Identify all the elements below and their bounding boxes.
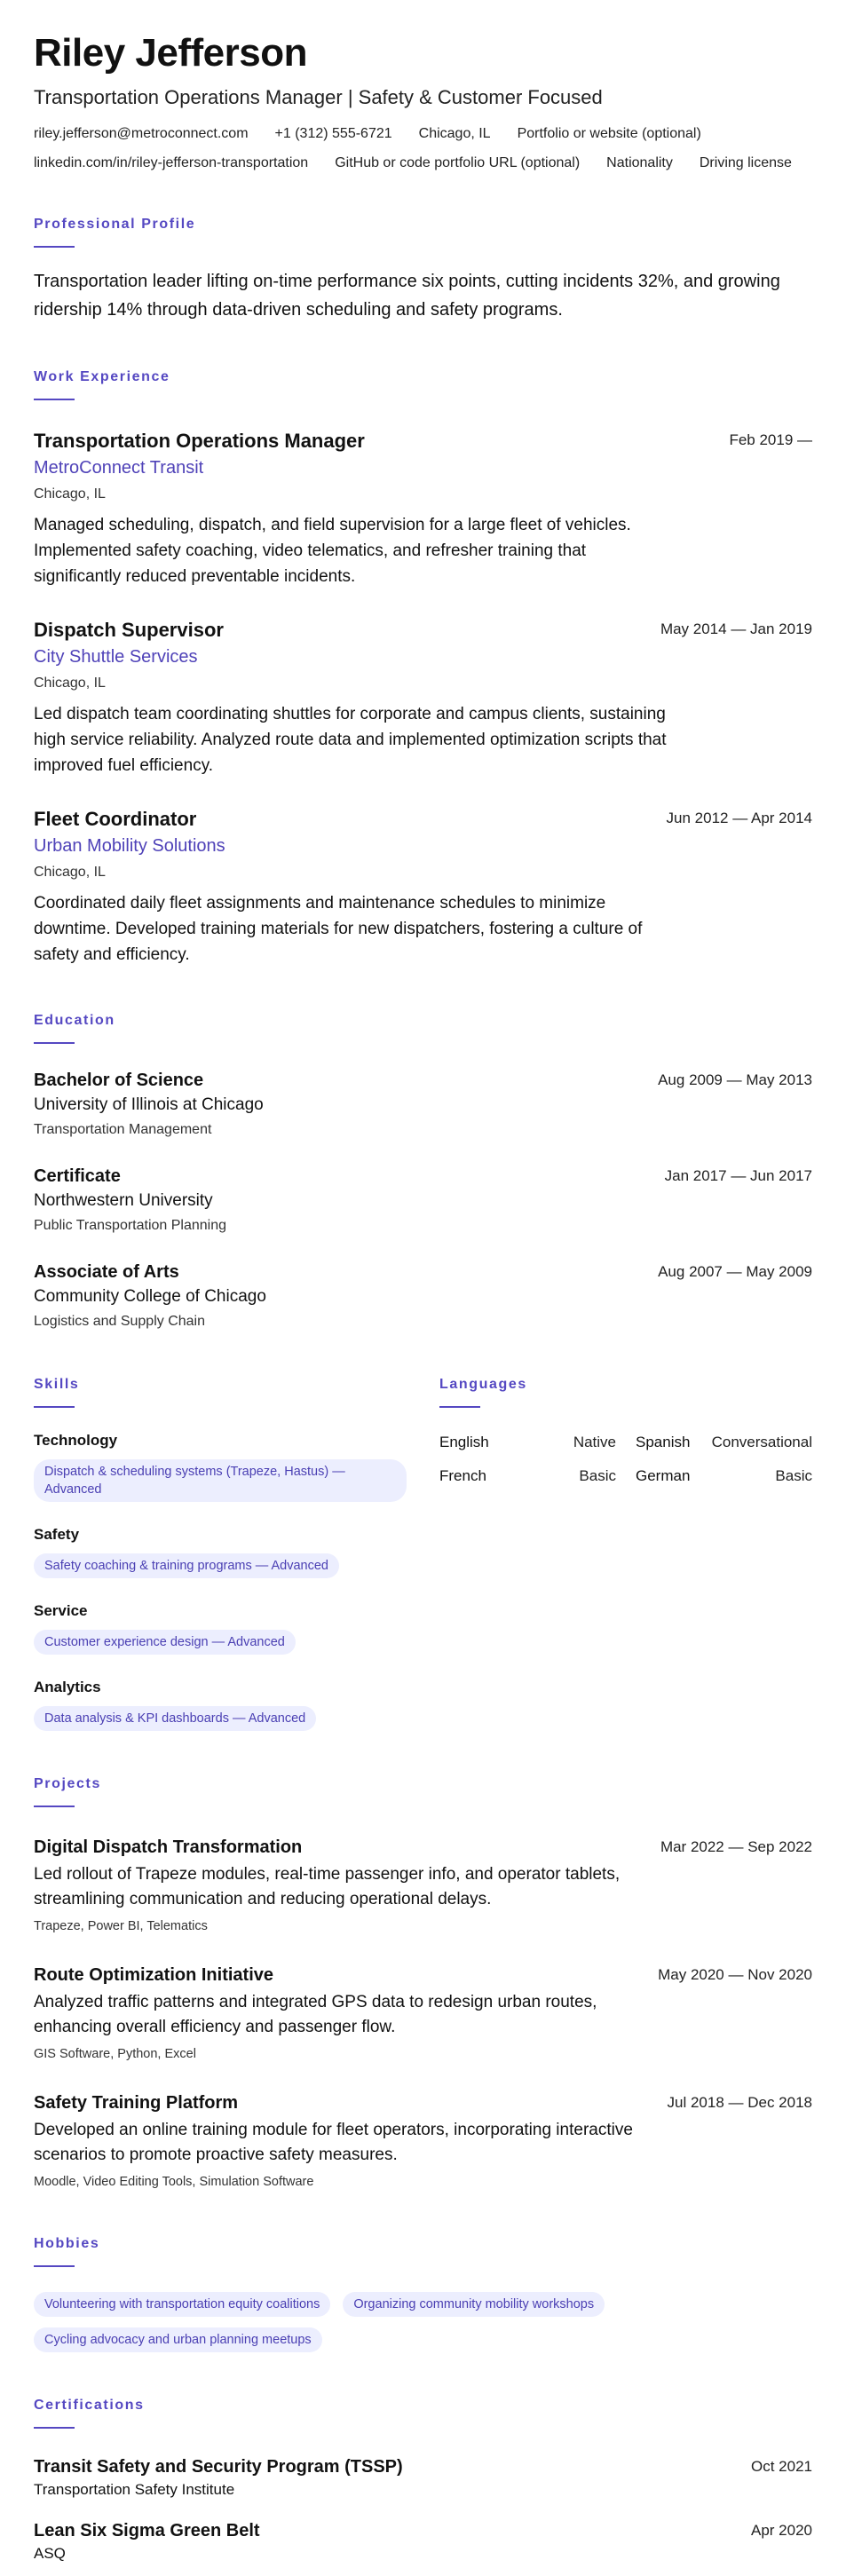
job-entry — [34, 807, 812, 968]
job-company: Urban Mobility Solutions — [34, 836, 225, 856]
project-dates: Jul 2018 — Dec 2018 — [667, 2094, 812, 2111]
hobby-list — [34, 2292, 708, 2352]
project-dates: May 2020 — Nov 2020 — [658, 1966, 812, 1983]
certification-name: Transit Safety and Security Program (TSSP) — [34, 2457, 403, 2477]
profile-summary: Transportation leader lifting on-time performance six points, cutting incidents 32%, and growing ridership 14% through data-driven scheduling and safety programs. — [34, 272, 780, 320]
skill-chip: Dispatch & scheduling systems (Trapeze, Hastus) — Advanced — [34, 1459, 407, 1502]
projects-section — [34, 1775, 812, 2191]
education-dates: Aug 2007 — May 2009 — [658, 1263, 812, 1280]
section-title-experience: Work Experience — [34, 369, 170, 384]
skill-category: Analytics — [34, 1679, 101, 1695]
section-divider — [34, 1406, 75, 1408]
education-field: Logistics and Supply Chain — [34, 1314, 206, 1329]
hobby-chip: Cycling advocacy and urban planning meetups — [34, 2327, 322, 2352]
skill-group — [34, 1525, 407, 1578]
language-level: Conversational — [711, 1434, 812, 1450]
project-dates: Mar 2022 — Sep 2022 — [660, 1838, 812, 1855]
skill-category: Service — [34, 1602, 88, 1619]
project-entry — [34, 2091, 812, 2191]
section-title-certifications: Certifications — [34, 2398, 145, 2413]
job-description: Managed scheduling, dispatch, and field supervision for a large fleet of vehicles. Implemented safety coaching, video telematics, and refresher training that significantly reduced preventable incidents. — [34, 516, 631, 586]
project-title: Safety Training Platform — [34, 2093, 239, 2113]
certification-entry — [34, 2519, 812, 2564]
education-degree: Associate of Arts — [34, 1262, 179, 1282]
contact-portfolio[interactable]: Portfolio or website (optional) — [517, 126, 701, 141]
certification-issuer: ASQ — [34, 2545, 66, 2562]
language-item — [439, 1433, 616, 1452]
education-entry — [34, 1165, 812, 1236]
education-school: University of Illinois at Chicago — [34, 1095, 264, 1114]
language-level: Basic — [579, 1467, 616, 1484]
job-entry — [34, 618, 812, 778]
job-title: Fleet Coordinator — [34, 808, 197, 830]
section-title-education: Education — [34, 1013, 115, 1028]
skill-chip: Data analysis & KPI dashboards — Advanced — [34, 1706, 316, 1731]
education-dates: Jan 2017 — Jun 2017 — [664, 1167, 812, 1184]
project-title: Route Optimization Initiative — [34, 1965, 274, 1985]
language-item — [636, 1466, 812, 1486]
hobby-chip: Organizing community mobility workshops — [343, 2292, 605, 2317]
skills-languages-row — [34, 1376, 812, 1731]
project-tools: GIS Software, Python, Excel — [34, 2047, 196, 2061]
language-name: German — [636, 1467, 691, 1484]
skill-group — [34, 1431, 407, 1502]
job-title: Transportation Operations Manager — [34, 430, 365, 452]
job-description: Led dispatch team coordinating shuttles for corporate and campus clients, sustaining high service reliability. Analyzed route data and implemented optimization scripts that improved fuel efficiency. — [34, 705, 667, 775]
section-divider — [34, 1806, 75, 1807]
contact-driving-license: Driving license — [699, 155, 792, 170]
language-item — [439, 1466, 616, 1486]
project-description: Developed an online training module for fleet operators, incorporating interactive scenarios to promote proactive safety measures. — [34, 2121, 633, 2164]
section-divider — [34, 1042, 75, 1044]
skill-chip: Safety coaching & training programs — Advanced — [34, 1553, 339, 1578]
language-list — [439, 1433, 812, 1486]
project-entry — [34, 1836, 812, 1935]
skill-chip: Customer experience design — Advanced — [34, 1630, 296, 1655]
project-description: Led rollout of Trapeze modules, real-time passenger info, and operator tablets, streamlining communication and reducing operational delays. — [34, 1865, 621, 1908]
project-entry — [34, 1964, 812, 2063]
education-entry — [34, 1069, 812, 1140]
section-title-projects: Projects — [34, 1776, 101, 1791]
language-name: English — [439, 1434, 489, 1450]
section-title-profile: Professional Profile — [34, 217, 196, 232]
certifications-section — [34, 2397, 812, 2564]
skills-section — [34, 1376, 407, 1731]
profile-section — [34, 216, 812, 324]
headline: Transportation Operations Manager | Safety & Customer Focused — [34, 86, 603, 108]
section-divider — [34, 246, 75, 248]
section-title-languages: Languages — [439, 1377, 527, 1392]
job-location: Chicago, IL — [34, 865, 106, 880]
hobby-chip: Volunteering with transportation equity coalitions — [34, 2292, 330, 2317]
contact-phone[interactable]: +1 (312) 555-6721 — [274, 126, 392, 141]
certification-date: Oct 2021 — [751, 2458, 812, 2475]
contact-linkedin[interactable]: linkedin.com/in/riley-jefferson-transportation — [34, 155, 309, 170]
certification-date: Apr 2020 — [751, 2522, 812, 2539]
skill-category: Safety — [34, 1526, 80, 1543]
section-divider — [439, 1406, 480, 1408]
project-tools: Moodle, Video Editing Tools, Simulation Software — [34, 2175, 314, 2189]
education-school: Northwestern University — [34, 1191, 213, 1210]
project-tools: Trapeze, Power BI, Telematics — [34, 1919, 208, 1933]
job-title: Dispatch Supervisor — [34, 619, 224, 641]
education-school: Community College of Chicago — [34, 1287, 266, 1306]
language-name: French — [439, 1467, 486, 1484]
skill-category: Technology — [34, 1432, 118, 1449]
contact-github[interactable]: GitHub or code portfolio URL (optional) — [335, 155, 581, 170]
language-item — [636, 1433, 812, 1452]
education-field: Transportation Management — [34, 1122, 212, 1137]
language-level: Native — [573, 1434, 616, 1450]
language-level: Basic — [775, 1467, 812, 1484]
job-entry — [34, 429, 812, 589]
education-field: Public Transportation Planning — [34, 1218, 227, 1233]
contact-location: Chicago, IL — [418, 126, 491, 141]
project-description: Analyzed traffic patterns and integrated GPS data to redesign urban routes, enhancing overall efficiency and passenger flow. — [34, 1993, 597, 2036]
job-dates: May 2014 — Jan 2019 — [660, 620, 812, 637]
experience-section — [34, 368, 812, 968]
certification-name: Lean Six Sigma Green Belt — [34, 2521, 260, 2540]
education-dates: Aug 2009 — May 2013 — [658, 1071, 812, 1088]
project-title: Digital Dispatch Transformation — [34, 1837, 303, 1857]
job-location: Chicago, IL — [34, 486, 106, 502]
education-degree: Certificate — [34, 1166, 121, 1186]
education-entry — [34, 1260, 812, 1331]
hobbies-section — [34, 2235, 812, 2352]
job-description: Coordinated daily fleet assignments and maintenance schedules to minimize downtime. Developed training materials for new dispatchers, fostering a culture of safety and efficiency. — [34, 894, 643, 964]
education-section — [34, 1012, 812, 1331]
job-dates: Jun 2012 — Apr 2014 — [666, 810, 812, 826]
section-divider — [34, 399, 75, 400]
job-company: City Shuttle Services — [34, 647, 198, 667]
contact-nationality: Nationality — [606, 155, 673, 170]
skill-group — [34, 1601, 407, 1655]
languages-section — [439, 1376, 812, 1731]
skill-group — [34, 1678, 407, 1731]
certification-issuer: Transportation Safety Institute — [34, 2481, 235, 2498]
job-company: MetroConnect Transit — [34, 458, 204, 478]
section-title-skills: Skills — [34, 1377, 80, 1392]
section-divider — [34, 2265, 75, 2267]
section-divider — [34, 2427, 75, 2429]
language-name: Spanish — [636, 1434, 691, 1450]
certification-entry — [34, 2455, 812, 2500]
job-location: Chicago, IL — [34, 676, 106, 691]
education-degree: Bachelor of Science — [34, 1071, 204, 1090]
job-dates: Feb 2019 — — [729, 431, 812, 448]
candidate-name: Riley Jefferson — [34, 31, 307, 75]
contact-email[interactable]: riley.jefferson@metroconnect.com — [34, 126, 249, 141]
section-title-hobbies: Hobbies — [34, 2236, 100, 2251]
contact-list — [34, 126, 812, 171]
